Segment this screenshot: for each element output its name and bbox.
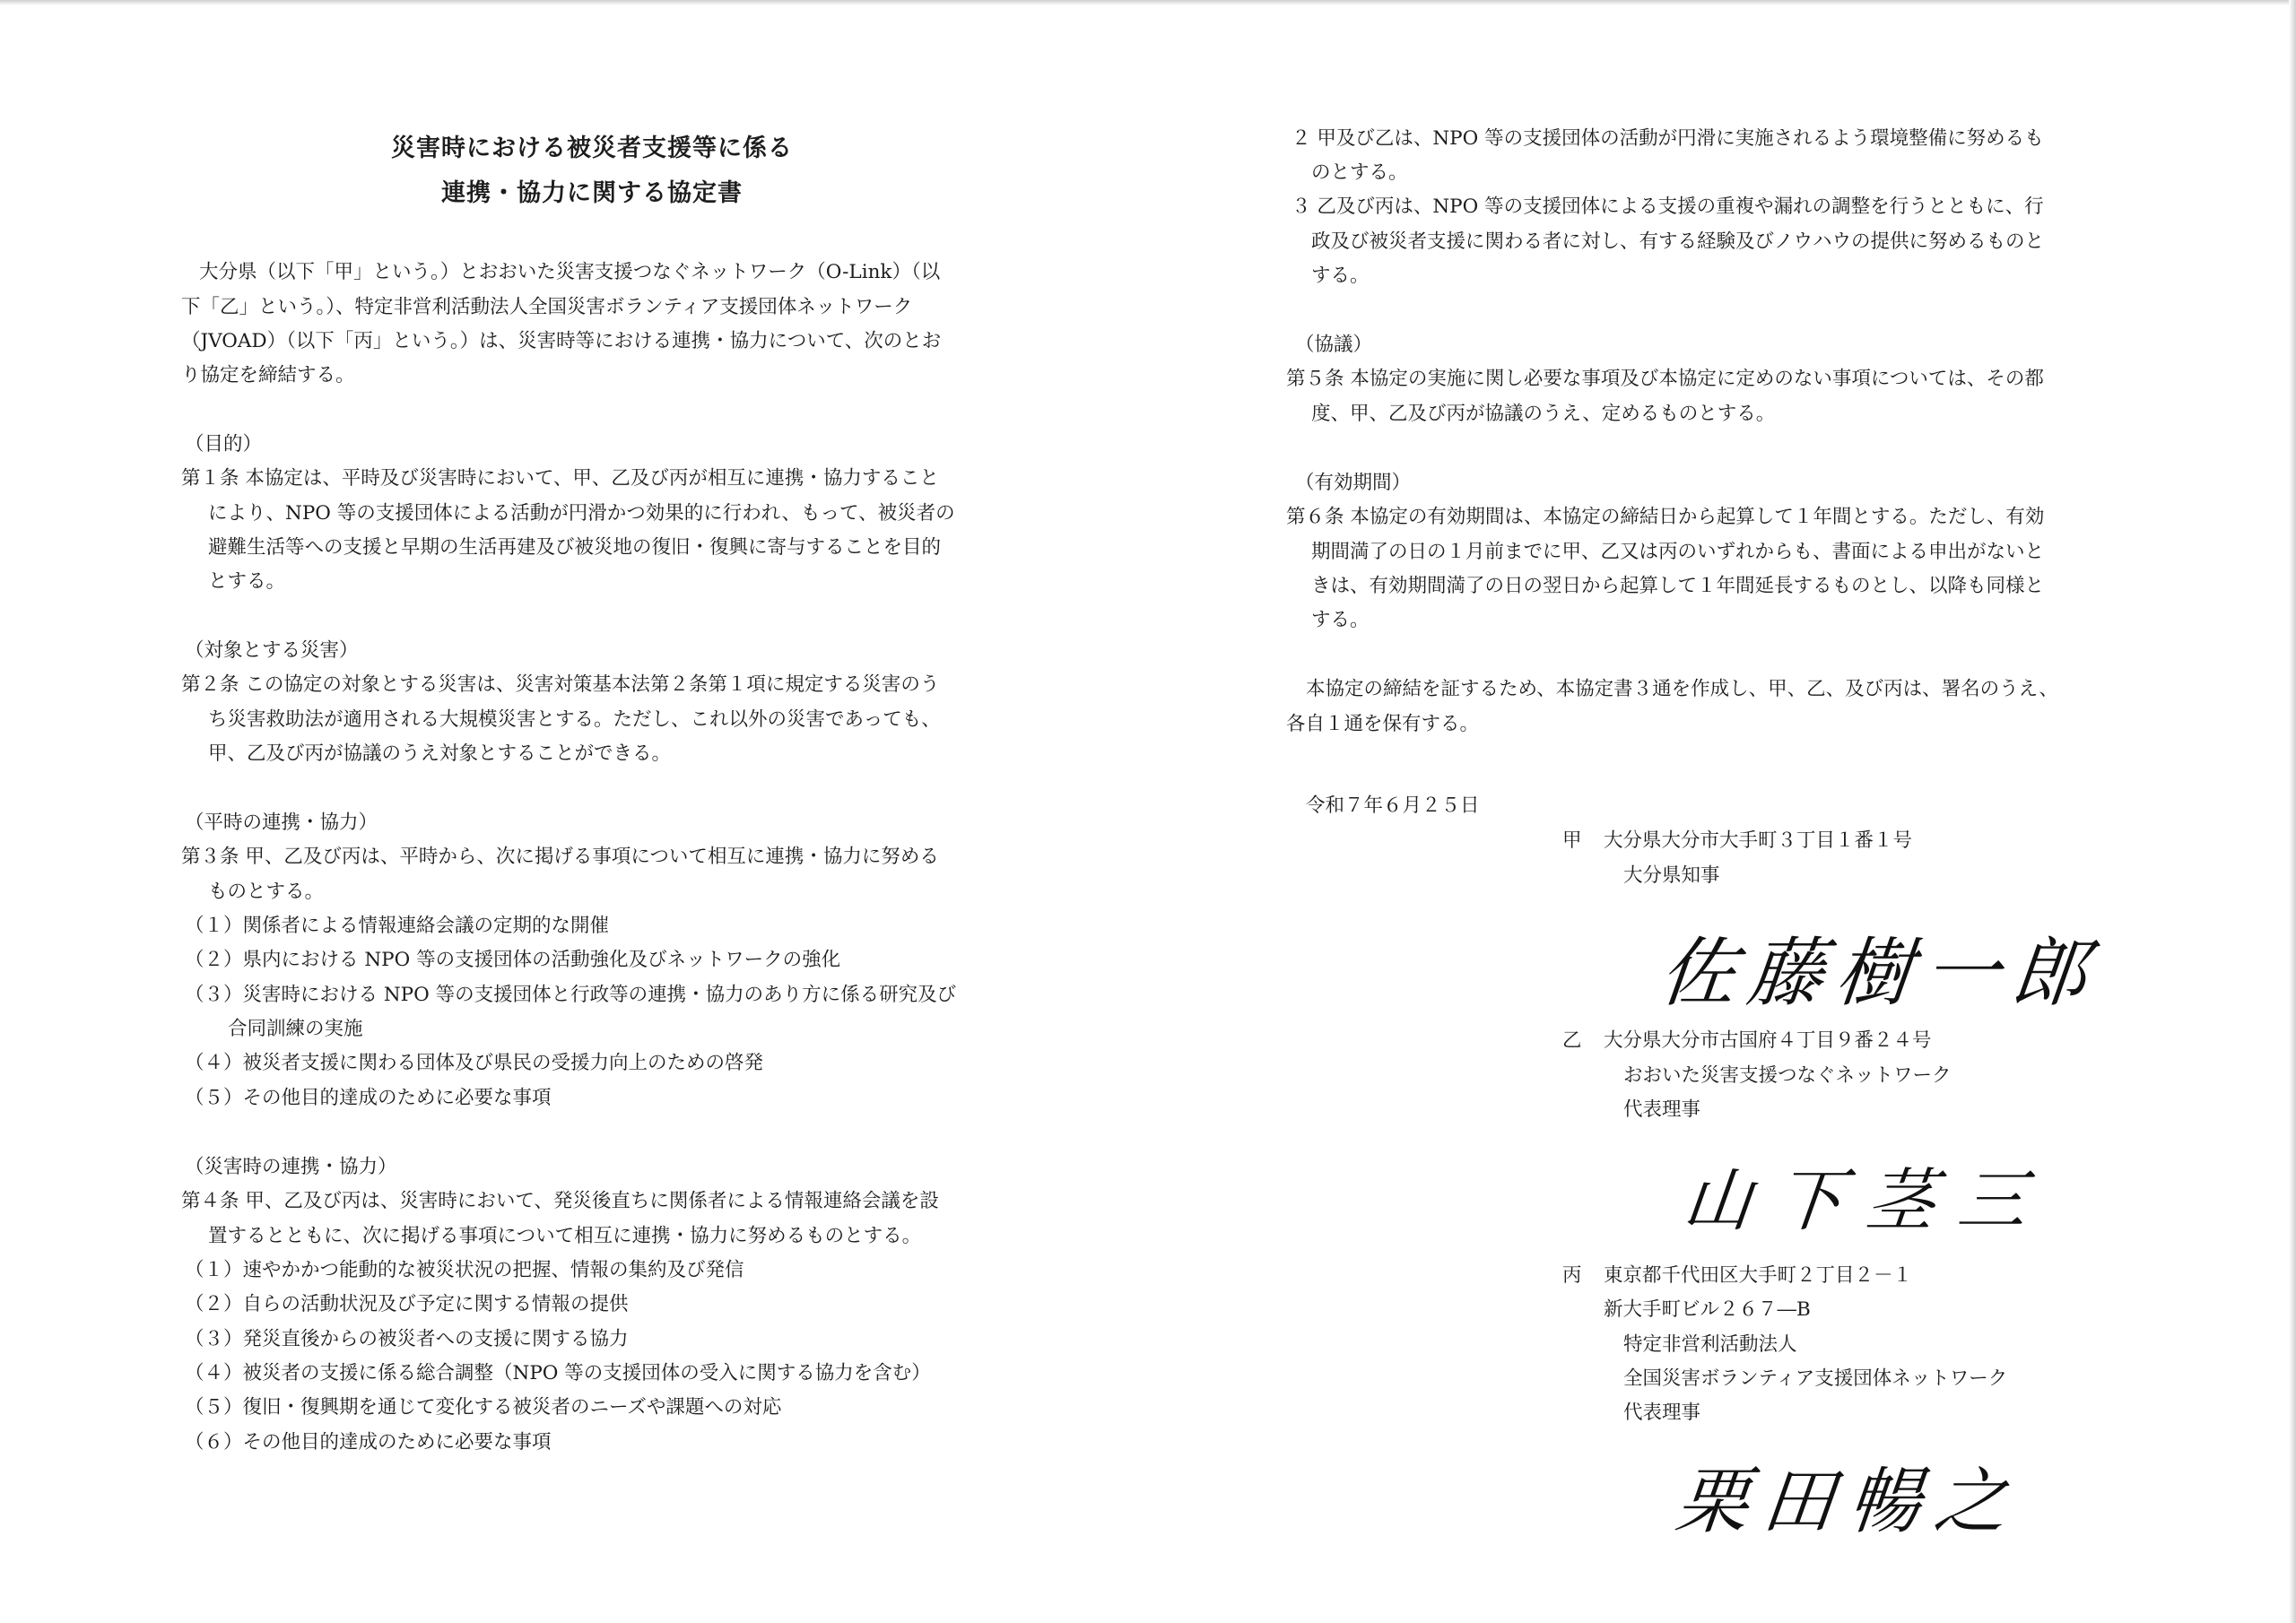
article-1-line: により、NPO 等の支援団体による活動が円滑かつ効果的に行われ、もって、被災者の xyxy=(208,502,955,525)
party-c-label: 丙 xyxy=(1562,1264,1582,1287)
document-title-line-2: 連携・協力に関する協定書 xyxy=(441,179,743,207)
document-title-line-1: 災害時における被災者支援等に係る xyxy=(391,135,793,162)
party-c-title: 代表理事 xyxy=(1623,1402,1701,1424)
article-3-item-cont: 合同訓練の実施 xyxy=(228,1018,363,1040)
article-5-line: 度、甲、乙及び丙が協議のうえ、定めるものとする。 xyxy=(1311,403,1776,425)
article-1-line: 第１条 本協定は、平時及び災害時において、甲、乙及び丙が相互に連携・協力すること xyxy=(181,467,939,490)
article-1-line: とする。 xyxy=(208,570,286,593)
preamble-line: （JVOAD）（以下「丙」という。）は、災害時等における連携・協力について、次のとお xyxy=(181,330,942,352)
article-3-line: 第３条 甲、乙及び丙は、平時から、次に掲げる事項について相互に連携・協力に努める xyxy=(181,846,939,868)
closing-statement: 各自１通を保有する。 xyxy=(1286,713,1480,735)
party-c-signature-text: 栗田暢之 xyxy=(1672,1460,2026,1543)
article-4-item: （４）被災者の支援に係る総合調整（NPO 等の支援団体の受入に関する協力を含む） xyxy=(185,1362,931,1384)
article-4-item: （１）速やかかつ能動的な被災状況の把握、情報の集約及び発信 xyxy=(185,1259,744,1281)
article-2-line: ち災害救助法が適用される大規模災害とする。ただし、これ以外の災害であっても、 xyxy=(208,708,941,731)
right-page xyxy=(1148,0,2296,1623)
heading-consultation: （協議） xyxy=(1295,334,1373,356)
article-4-item: （６）その他目的達成のために必要な事項 xyxy=(185,1431,552,1454)
article-4-paragraph: のとする。 xyxy=(1311,161,1408,184)
party-c-org-2: 全国災害ボランティア支援団体ネットワーク xyxy=(1623,1367,2008,1390)
party-b-signature xyxy=(1679,1146,2055,1244)
party-b-signature-text: 山下茎三 xyxy=(1679,1160,2055,1240)
party-b-label: 乙 xyxy=(1562,1029,1582,1052)
article-4-paragraph: 政及び被災者支援に関わる者に対し、有する経験及びノウハウの提供に努めるものと xyxy=(1311,230,2045,253)
article-6-line: する。 xyxy=(1311,609,1370,631)
article-4-paragraph: する。 xyxy=(1311,265,1370,287)
article-3-item: （１）関係者による情報連絡会議の定期的な開催 xyxy=(185,915,610,937)
preamble-line: り協定を締結する。 xyxy=(181,364,355,386)
party-c-signature xyxy=(1672,1444,2027,1547)
party-a-title: 大分県知事 xyxy=(1623,864,1720,887)
heading-purpose: （目的） xyxy=(185,433,263,456)
party-b-org: おおいた災害支援つなぐネットワーク xyxy=(1623,1064,1952,1087)
heading-validity-period: （有効期間） xyxy=(1295,472,1412,494)
article-2-line: 第２条 この協定の対象とする災害は、災害対策基本法第２条第１項に規定する災害のう xyxy=(181,673,940,696)
preamble-line: 大分県（以下「甲」という。）とおおいた災害支援つなぐネットワーク（O-Link）（以 xyxy=(199,261,941,283)
party-c-address-2: 新大手町ビル２６７―B xyxy=(1604,1298,1811,1321)
article-3-item: （３）災害時における NPO 等の支援団体と行政等の連携・協力のあり方に係る研究及び xyxy=(185,984,957,1006)
article-6-line: きは、有効期間満了の日の翌日から起算して１年間延長するものとし、以降も同様と xyxy=(1311,575,2045,597)
heading-disaster-times: （災害時の連携・協力） xyxy=(185,1156,397,1178)
closing-statement: 本協定の締結を証するため、本協定書３通を作成し、甲、乙、及び丙は、署名のうえ、 xyxy=(1306,678,2058,700)
article-4-paragraph: ２ 甲及び乙は、NPO 等の支援団体の活動が円滑に実施されるよう環境整備に努めるも xyxy=(1292,127,2044,150)
article-3-item: （２）県内における NPO 等の支援団体の活動強化及びネットワークの強化 xyxy=(185,949,841,971)
article-4-line: 第４条 甲、乙及び丙は、災害時において、発災後直ちに関係者による情報連絡会議を設 xyxy=(181,1190,939,1212)
heading-normal-times: （平時の連携・協力） xyxy=(185,812,378,834)
article-2-line: 甲、乙及び丙が協議のうえ対象とすることができる。 xyxy=(208,742,672,765)
article-4-line: 置するとともに、次に掲げる事項について相互に連携・協力に努めるものとする。 xyxy=(208,1225,922,1247)
preamble-line: 下「乙」という。）、特定非営利活動法人全国災害ボランティア支援団体ネットワーク xyxy=(181,296,913,318)
article-4-item: （３）発災直後からの被災者への支援に関する協力 xyxy=(185,1328,629,1350)
article-3-item: （５）その他目的達成のために必要な事項 xyxy=(185,1087,552,1109)
article-1-line: 避難生活等への支援と早期の生活再建及び被災地の復旧・復興に寄与することを目的 xyxy=(208,536,942,559)
party-b-address: 大分県大分市古国府４丁目９番２４号 xyxy=(1604,1029,1932,1052)
article-4-item: （５）復旧・復興期を通じて変化する被災者のニーズや課題への対応 xyxy=(185,1396,782,1419)
party-a-signature xyxy=(1656,913,2107,1021)
article-4-paragraph: ３ 乙及び丙は、NPO 等の支援団体による支援の重複や漏れの調整を行うとともに、行 xyxy=(1292,195,2044,218)
article-5-line: 第５条 本協定の実施に関し必要な事項及び本協定に定めのない事項については、その都 xyxy=(1286,368,2044,390)
party-c-org-1: 特定非営利活動法人 xyxy=(1623,1333,1797,1356)
heading-target-disaster: （対象とする災害） xyxy=(185,639,359,662)
party-b-title: 代表理事 xyxy=(1623,1098,1701,1121)
party-c-address-1: 東京都千代田区大手町２丁目２－１ xyxy=(1604,1264,1913,1287)
party-a-address: 大分県大分市大手町３丁目１番１号 xyxy=(1604,829,1913,852)
party-a-signature-text: 佐藤樹一郎 xyxy=(1656,929,2105,1017)
signing-date: 令和７年６月２５日 xyxy=(1306,794,1480,817)
article-4-item: （２）自らの活動状況及び予定に関する情報の提供 xyxy=(185,1293,629,1315)
party-a-label: 甲 xyxy=(1562,829,1582,852)
article-6-line: 第６条 本協定の有効期間は、本協定の締結日から起算して１年間とする。ただし、有効 xyxy=(1286,506,2045,528)
article-3-line: ものとする。 xyxy=(208,881,325,903)
article-3-item: （４）被災者支援に関わる団体及び県民の受援力向上のための啓発 xyxy=(185,1052,764,1074)
article-6-line: 期間満了の日の１月前までに甲、乙又は丙のいずれからも、書面による申出がないと xyxy=(1311,541,2045,563)
